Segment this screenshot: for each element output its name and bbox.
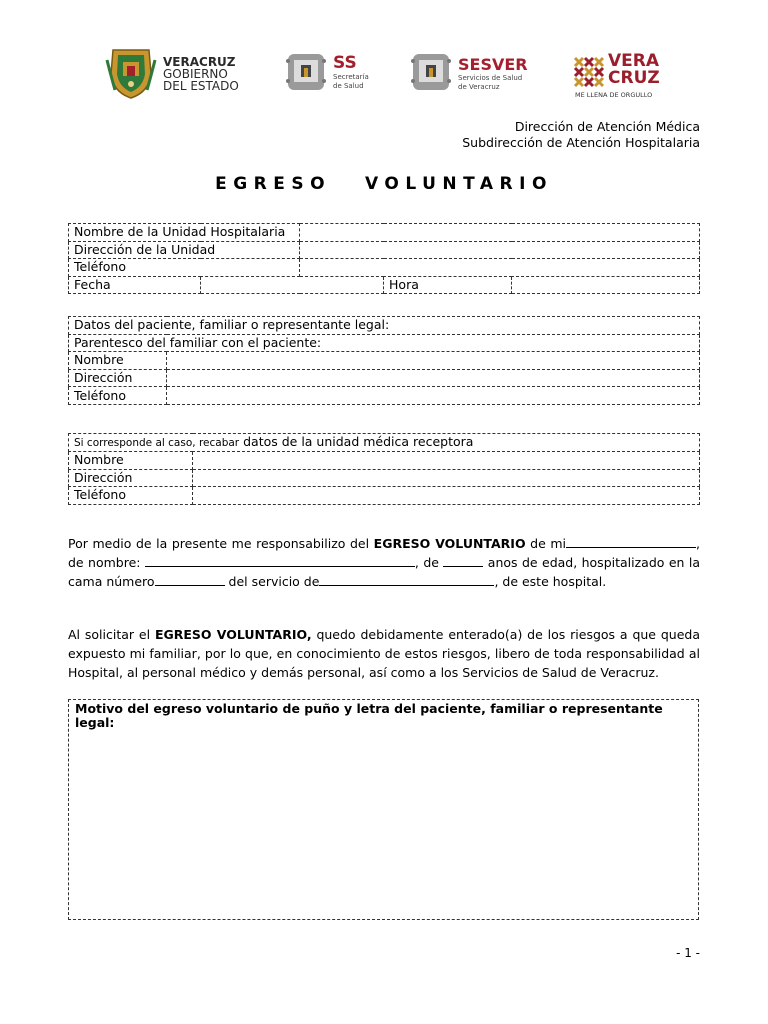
vera-cruz-pattern-icon [573, 56, 605, 88]
p1-text5: anos de edad, hospitalizado en la cama número [68, 555, 701, 589]
p1-text7: , de este hospital. [494, 574, 607, 589]
motive-textbox[interactable] [68, 699, 699, 920]
patient-heading: Datos del paciente, familiar o representante legal: [69, 317, 700, 335]
form-title [0, 174, 768, 194]
receiving-address-label: Dirección [69, 469, 193, 487]
patient-name-field[interactable] [167, 352, 700, 370]
time-label: Hora [384, 276, 512, 294]
unit-address-label: Dirección de la Unidad [69, 241, 300, 259]
ss-seal-icon [284, 51, 328, 93]
p2-bold: EGRESO VOLUNTARIO, [154, 627, 312, 642]
ss-abbr: SS [333, 53, 357, 73]
gob-line3: DEL ESTADO [163, 79, 239, 93]
institution-header [462, 119, 700, 151]
vera-tagline: ME LLENA DE ORGULLO [575, 91, 653, 99]
age-blank[interactable] [443, 554, 483, 567]
receiving-unit-table [68, 433, 700, 505]
receiving-phone-label: Teléfono [69, 487, 193, 505]
p1-bold: EGRESO VOLUNTARIO [373, 536, 526, 551]
receiving-phone-field[interactable] [193, 487, 700, 505]
receiving-address-field[interactable] [193, 469, 700, 487]
receiving-name-field[interactable] [193, 452, 700, 470]
vera-line2: CRUZ [608, 68, 660, 88]
title-word2: VOLUNTARIO [365, 174, 553, 194]
p2-text2: quedo debidamente enterado(a) de los riesgos a que queda expuesto mi familiar, por lo que, en conocimiento de estos riesgos, libero de toda responsabilidad al Hospital, al personal médico y demás personal, así como a los Servicios de Salud de Veracruz. [68, 627, 701, 680]
sesver-line2: de Veracruz [458, 83, 500, 91]
date-label: Fecha [69, 276, 201, 294]
p1-text1: Por medio de la presente me responsabilizo del [68, 536, 374, 551]
bed-number-blank[interactable] [155, 573, 225, 586]
unit-name-label: Nombre de la Unidad Hospitalaria [69, 224, 300, 242]
receiving-heading-rest: datos de la unidad médica receptora [243, 434, 474, 449]
ss-line2: de Salud [333, 82, 364, 90]
subdirection-name: Subdirección de Atención Hospitalaria [462, 135, 700, 150]
patient-name-label: Nombre [69, 352, 167, 370]
sesver-abbr: SESVER [458, 55, 528, 74]
unit-name-field[interactable] [300, 224, 700, 242]
p1-text3: , de nombre: [68, 536, 700, 570]
unit-address-field[interactable] [300, 241, 700, 259]
responsibility-paragraph [68, 534, 700, 591]
ss-line1: Secretaría [333, 73, 369, 81]
sesver-seal-icon [409, 51, 453, 93]
receiving-heading-small: Si corresponde al caso, recabar [74, 437, 240, 449]
direction-name: Dirección de Atención Médica [514, 119, 700, 134]
patient-name-blank[interactable] [145, 554, 415, 567]
time-field[interactable] [512, 276, 700, 294]
patient-address-label: Dirección [69, 369, 167, 387]
hospital-unit-table [68, 223, 700, 294]
title-word1: EGRESO [215, 174, 332, 194]
receiving-name-label: Nombre [69, 452, 193, 470]
release-paragraph [68, 625, 700, 682]
p2-text1: Al solicitar el [68, 627, 155, 642]
patient-phone-label: Teléfono [69, 387, 167, 405]
service-blank[interactable] [319, 573, 494, 586]
vera-line1: VERA [608, 51, 660, 71]
relationship-blank[interactable] [566, 535, 696, 548]
motive-label: Motivo del egreso voluntario de puño y letra del paciente, familiar o representante legal: [75, 701, 663, 730]
sesver-line1: Servicios de Salud [458, 74, 523, 82]
date-field[interactable] [201, 276, 384, 294]
unit-phone-label: Teléfono [69, 259, 300, 277]
page-number: - 1 - [676, 946, 700, 960]
patient-phone-field[interactable] [167, 387, 700, 405]
gob-line2: GOBIERNO [163, 67, 228, 81]
patient-address-field[interactable] [167, 369, 700, 387]
unit-phone-field[interactable] [300, 259, 700, 277]
patient-data-table [68, 316, 700, 405]
p1-text6: del servicio de [224, 574, 320, 589]
veracruz-coat-of-arms-icon [105, 46, 157, 100]
receiving-heading [69, 434, 700, 452]
p1-text4: , de [414, 555, 444, 570]
p1-text2: de mi [525, 536, 567, 551]
relationship-label: Parentesco del familiar con el paciente: [69, 334, 700, 352]
gob-line1: VERACRUZ [163, 55, 236, 69]
